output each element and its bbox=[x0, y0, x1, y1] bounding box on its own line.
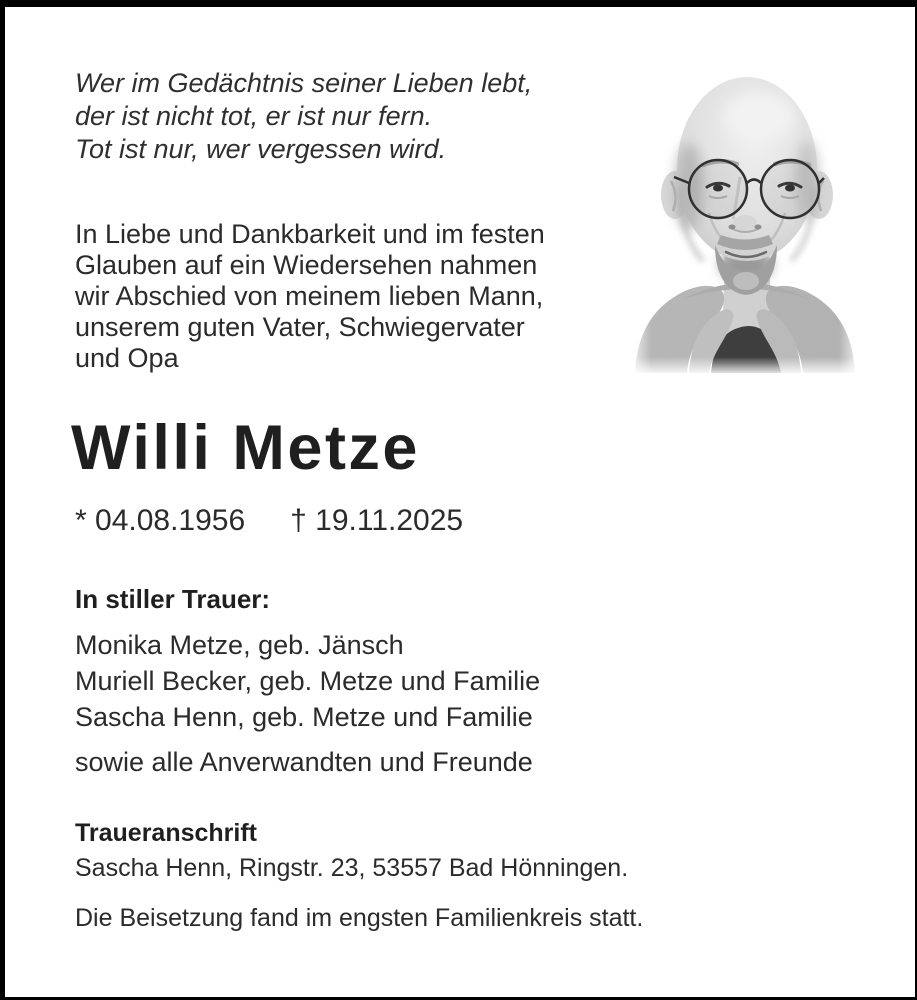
portrait-photo-graphic bbox=[627, 65, 863, 373]
farewell-text-line: In Liebe und Dankbarkeit und im festen bbox=[75, 219, 545, 249]
condolence-address: Sascha Henn, Ringstr. 23, 53557 Bad Hönningen. bbox=[75, 854, 629, 882]
farewell-text-line: wir Abschied von meinem lieben Mann, bbox=[75, 281, 544, 311]
life-dates bbox=[75, 504, 463, 538]
mourner-name: Monika Metze, geb. Jänsch bbox=[75, 630, 404, 660]
farewell-text bbox=[75, 219, 545, 374]
burial-note: Die Beisetzung fand im engsten Familienkreis statt. bbox=[75, 904, 644, 932]
memorial-quote bbox=[75, 67, 532, 166]
farewell-text-line: unserem guten Vater, Schwiegervater bbox=[75, 312, 525, 342]
memorial-quote-line: Tot ist nur, wer vergessen wird. bbox=[75, 134, 447, 164]
additional-mourners: sowie alle Anverwandten und Freunde bbox=[75, 747, 533, 777]
mourners-list bbox=[75, 627, 540, 735]
deceased-name: Willi Metze bbox=[71, 413, 420, 483]
mourner-name: Muriell Becker, geb. Metze und Familie bbox=[75, 666, 541, 696]
condolence-address-heading: Traueranschrift bbox=[75, 819, 258, 847]
mourner-name: Sascha Henn, geb. Metze und Familie bbox=[75, 702, 533, 732]
birth-date: * 04.08.1956 bbox=[75, 504, 246, 537]
portrait-photo bbox=[627, 65, 863, 373]
mourning-heading: In stiller Trauer: bbox=[75, 584, 271, 614]
death-date: † 19.11.2025 bbox=[290, 504, 464, 537]
farewell-text-line: Glauben auf ein Wiedersehen nahmen bbox=[75, 250, 538, 280]
memorial-quote-line: Wer im Gedächtnis seiner Lieben lebt, bbox=[75, 68, 533, 98]
farewell-text-line: und Opa bbox=[75, 343, 179, 373]
memorial-quote-line: der ist nicht tot, er ist nur fern. bbox=[75, 101, 433, 131]
